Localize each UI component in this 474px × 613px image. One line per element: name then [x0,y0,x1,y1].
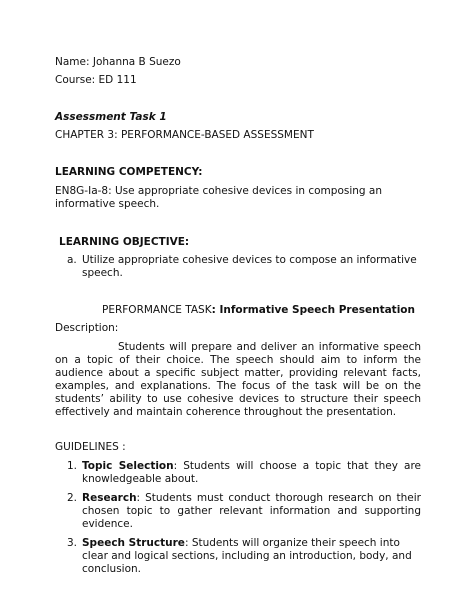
guideline-term: Topic Selection [82,460,174,472]
chapter-title: CHAPTER 3: PERFORMANCE-BASED ASSESSMENT [55,129,314,141]
objective-list [55,254,421,280]
guideline-number: 2. [67,492,78,504]
guideline-item [55,537,421,576]
competency-heading: LEARNING COMPETENCY: [55,166,203,178]
performance-task-line [102,304,468,317]
competency-text: EN8G-Ia-8: Use appropriate cohesive devices in composing an informative speech. [55,185,383,210]
guideline-item [55,492,421,531]
objective-item [55,254,421,280]
assessment-task-title: Assessment Task 1 [55,111,167,123]
course-line: Course: ED 111 [55,74,137,86]
guideline-term: Speech Structure [82,537,185,549]
description-label: Description: [55,322,119,334]
student-name-line: Name: Johanna B Suezo [55,56,181,68]
guideline-number: 1. [67,460,78,472]
objective-heading: LEARNING OBJECTIVE: [59,236,190,248]
objective-item-marker: a. [67,254,77,266]
guideline-term: Research [82,492,137,504]
guideline-text: : Students will organize their speech into clear and logical sections, including an introduction, body, and conclusion. [82,537,412,575]
performance-task-title: Informative Speech Presentation [215,304,415,316]
performance-task-prefix: PERFORMANCE TASK [102,304,212,316]
description-body: Students will prepare and deliver an informative speech on a topic of their choice. The speech should aim to inform the audience about a specific subject matter, providing relevant facts, examples, and explanations. The focus of the task will be on the students’ ability to use cohesive devices to structure their speech effectively and maintain coherence throughout the presentation. [55,341,421,418]
guideline-text: : Students will choose a topic that they are knowledgeable about. [82,460,421,485]
guidelines-list [55,460,421,582]
guideline-text: : Students must conduct thorough research on their chosen topic to gather relevant information and supporting evidence. [82,492,421,530]
guideline-number: 3. [67,537,78,549]
guidelines-heading: GUIDELINES : [55,441,126,453]
objective-item-text: Utilize appropriate cohesive devices to compose an informative speech. [82,254,417,279]
guideline-item [55,460,421,486]
performance-task-colon: : [211,304,216,316]
